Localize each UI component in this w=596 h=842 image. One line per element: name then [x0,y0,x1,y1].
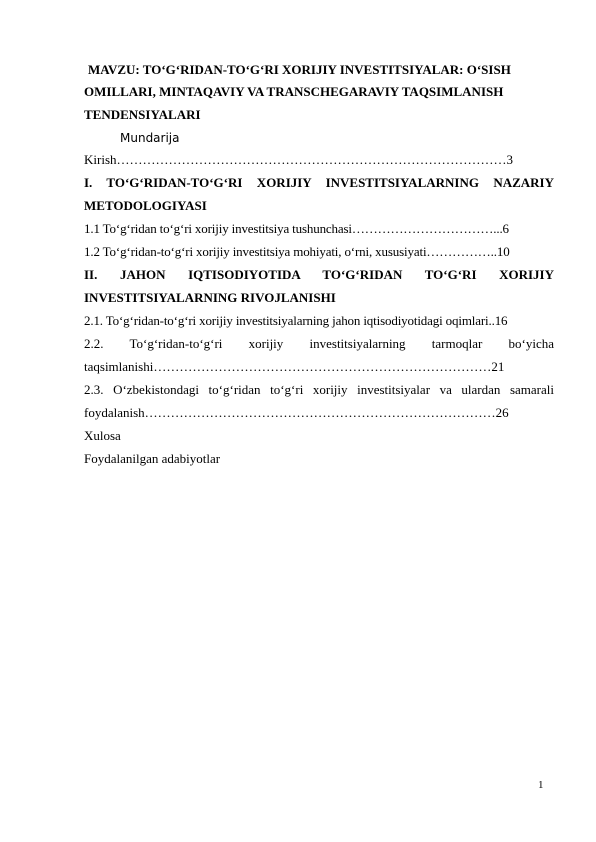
toc-section-2-line-2: INVESTITSIYALARNING RIVOJLANISHI [84,290,336,305]
toc-section-1-line-2: METODOLOGIYASI [84,198,207,213]
toc-item-1-1: 1.1 To‘g‘ridan to‘g‘ri xorijiy investitsiya tushunchasi……………………………...6 [84,221,509,236]
toc-item-adabiyotlar: Foydalanilgan adabiyotlar [84,451,221,466]
title-line-1: MAVZU: TO‘G‘RIDAN-TO‘G‘RI XORIJIY INVESTITSIYALAR: O‘SISH [88,62,511,77]
page-number: 1 [538,779,544,791]
toc-item-kirish: Kirish………………………………………………………………………………3 [84,152,513,167]
toc-item-2-3-line-2: foydalanish………………………………………………………………………26 [84,405,509,420]
toc-item-1-2: 1.2 To‘g‘ridan-to‘g‘ri xorijiy investitsiya mohiyati, o‘rni, xususiyati……………..10 [84,244,510,259]
toc-item-2-3-line-1: 2.3. O‘zbekistondagi to‘g‘ridan to‘g‘ri xorijiy investitsiyalar va ulardan samarali [84,382,554,397]
toc-section-2-line-1: II. JAHON IQTISODIYOTIDA TO‘G‘RIDAN TO‘G‘RI XORIJIY [84,267,554,282]
title-line-3: TENDENSIYALARI [84,107,201,122]
toc-item-2-1: 2.1. To‘g‘ridan-to‘g‘ri xorijiy investitsiyalarning jahon iqtisodiyotidagi oqimlari..16 [84,313,508,328]
toc-heading: Mundarija [120,131,180,145]
toc-item-2-2-line-2: taqsimlanishi……………………………………………………………………21 [84,359,505,374]
toc-section-1-line-1: I. TO‘G‘RIDAN-TO‘G‘RI XORIJIY INVESTITSIYALARNING NAZARIY [84,175,554,190]
title-line-2: OMILLARI, MINTAQAVIY VA TRANSCHEGARAVIY TAQSIMLANISH [84,84,504,99]
toc-item-xulosa: Xulosa [84,428,121,443]
toc-item-2-2-line-1: 2.2. To‘g‘ridan-to‘g‘ri xorijiy investitsiyalarning tarmoqlar bo‘yicha [84,336,554,351]
